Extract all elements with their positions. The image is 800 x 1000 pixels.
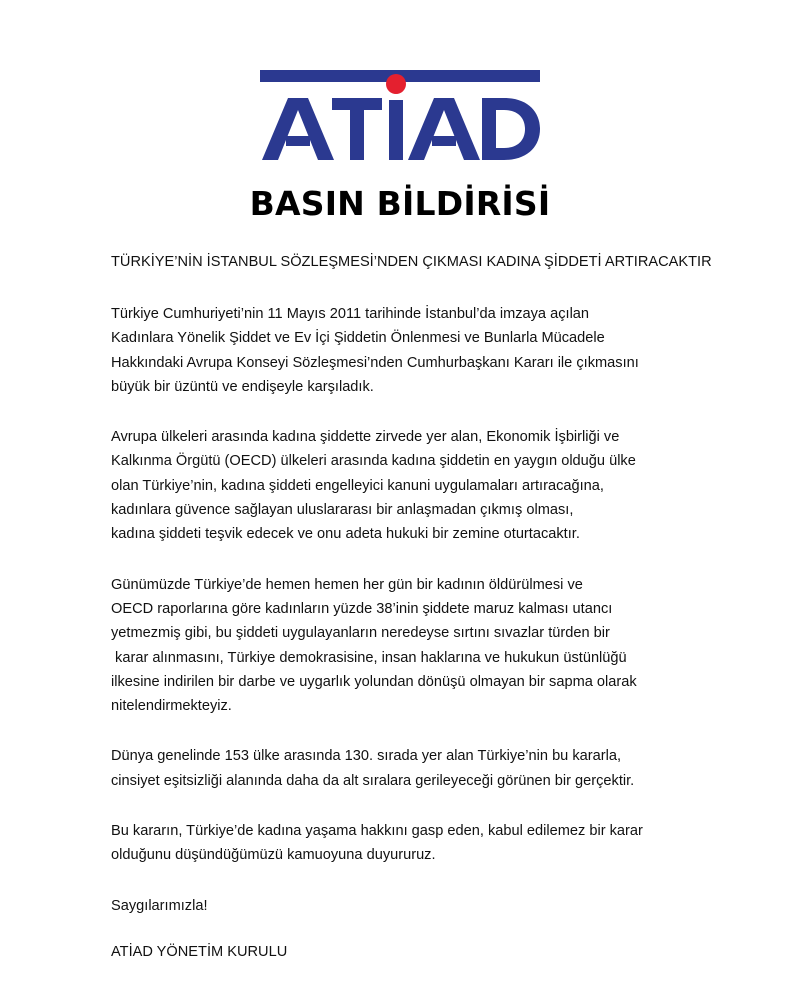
text-line: karar alınmasını, Türkiye demokrasisine, insan haklarına ve hukukun üstünlüğü [111,649,627,666]
text-line: OECD raporlarına göre kadınların yüzde 38’inin şiddete maruz kalması utancı [111,600,613,617]
paragraph-3 [111,573,751,719]
headline: TÜRKİYE’NİN İSTANBUL SÖZLEŞMESİ’NDEN ÇIKMASI KADINA ŞİDDETİ ARTIRACAKTIR [111,254,712,270]
paragraph-4 [111,744,751,793]
text-line: cinsiyet eşitsizliği alanında daha da alt sıralara gerileyeceği görünen bir gerçektir. [111,772,635,789]
logo-letter-i [389,100,403,160]
text-line: kadınlara güvence sağlayan uluslararası bir anlaşmadan çıkmış olması, [111,502,574,519]
text-line: Hakkındaki Avrupa Konseyi Sözleşmesi’nden Cumhurbaşkanı Kararı ile çıkmasını [111,354,639,371]
closing-greeting [111,894,751,918]
atiad-logo [0,70,800,162]
text-line: Günümüzde Türkiye’de hemen hemen her gün bir kadının öldürülmesi ve [111,576,583,593]
text-line: Dünya genelinde 153 ülke arasında 130. sırada yer alan Türkiye’nin bu kararla, [111,748,622,765]
paragraph-2 [111,425,751,546]
text-line: olan Türkiye’nin, kadına şiddeti engelleyici kanuni uygulamaları artıracağına, [111,477,604,494]
text-line: olduğunu düşündüğümüzü kamuoyuna duyururuz. [111,847,436,864]
page-title: BASIN BİLDİRİSİ [249,184,551,223]
text-line: nitelendirmekteyiz. [111,698,232,715]
signature-text: ATİAD YÖNETİM KURULU [111,943,288,960]
text-line: Kalkınma Örgütü (OECD) ülkeleri arasında kadına şiddetin en yaygın olduğu ülke [111,453,636,470]
text-line: Avrupa ülkeleri arasında kadına şiddette zirvede yer alan, Ekonomik İşbirliği ve [111,429,620,446]
text-line: büyük bir üzüntü ve endişeyle karşıladık. [111,378,374,395]
greeting-text: Saygılarımızla! [111,897,208,914]
logo-red-dot [386,74,406,94]
paragraph-1 [111,302,751,399]
text-line: Türkiye Cumhuriyeti’nin 11 Mayıs 2011 tarihinde İstanbul’da imzaya açılan [111,306,590,322]
signature [111,940,751,964]
text-line: Kadınlara Yönelik Şiddet ve Ev İçi Şiddetin Önlenmesi ve Bunlarla Mücadele [111,330,605,347]
paragraph-5 [111,819,751,868]
text-line: kadına şiddeti teşvik edecek ve onu adeta hukuki bir zemine oturtacaktır. [111,526,580,543]
press-release-body [111,302,751,986]
logo-graphic [260,70,540,162]
text-line: Bu kararın, Türkiye’de kadına yaşama hakkını gasp eden, kabul edilemez bir karar [111,823,643,840]
logo-letter-a1 [262,98,334,160]
text-line: ilkesine indirilen bir darbe ve uygarlık yolundan dönüşü olmayan bir sapma olarak [111,673,637,690]
logo-letter-d [482,98,540,160]
text-line: yetmezmiş gibi, bu şiddeti uygulayanların neredeyse sırtını sıvazlar türden bir [111,625,610,642]
logo-letter-a2 [408,98,480,160]
